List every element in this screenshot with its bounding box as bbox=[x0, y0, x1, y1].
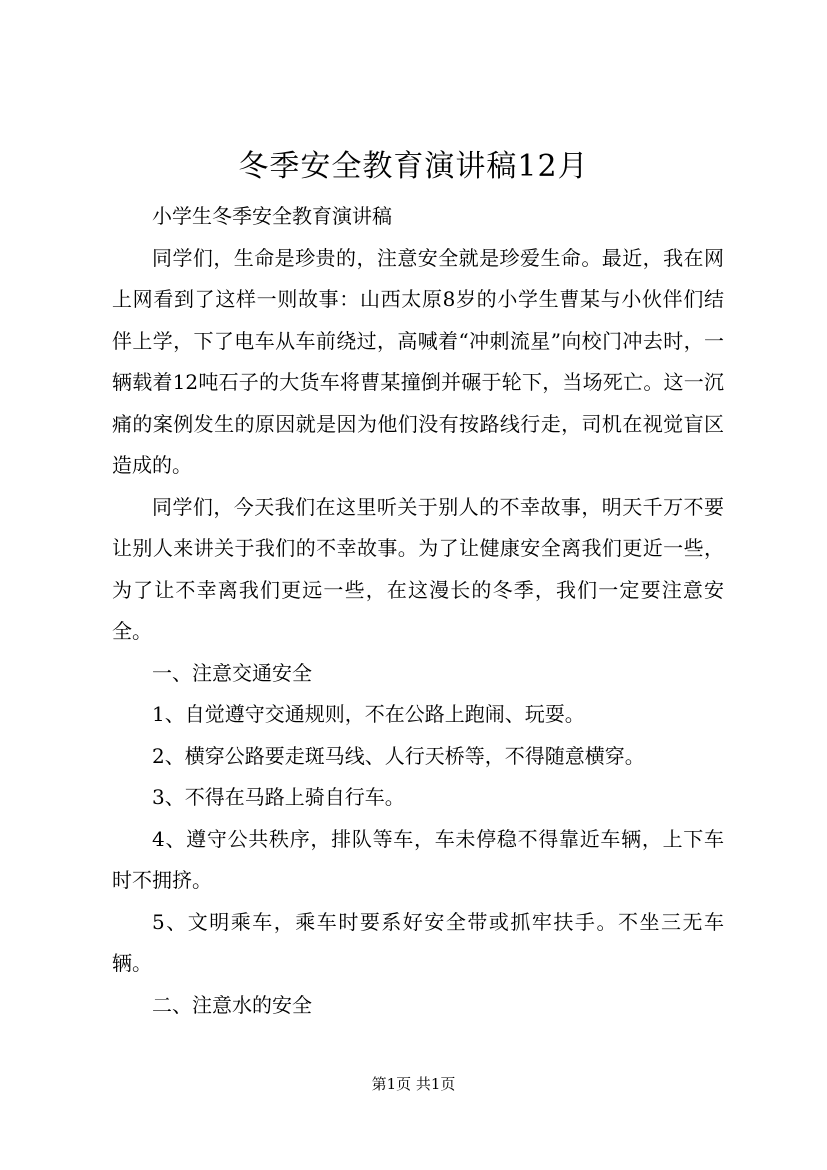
page-footer: 第1页 共1页 bbox=[371, 1075, 456, 1093]
list-item: 4、遵守公共秩序，排队等车，车未停稳不得靠近车辆，上下车时不拥挤。 bbox=[112, 826, 724, 892]
section-heading: 二、注意水的安全 bbox=[152, 992, 312, 1017]
list-item: 5、文明乘车，乘车时要系好安全带或抓牢扶手。不坐三无车辆。 bbox=[112, 909, 724, 975]
section-heading: 一、注意交通安全 bbox=[152, 660, 312, 685]
body-paragraph: 同学们，生命是珍贵的，注意安全就是珍爱生命。最近，我在网上网看到了这样一则故事：山西太原8岁的小学生曹某与小伙伴们结伴上学，下了电车从车前绕过，高喊着“冲刺流星”向校门冲去时，一辆载着12吨石子的大货车将曹某撞倒并碾于轮下，当场死亡。这一沉痛的案例发生的原因就是因为他们没有按路线行走，司机在视觉盲区造成的。 bbox=[112, 245, 724, 477]
list-item: 2、横穿公路要走斑马线、人行天桥等，不得随意横穿。 bbox=[152, 743, 645, 768]
list-item: 1、自觉遵守交通规则，不在公路上跑闹、玩耍。 bbox=[152, 702, 585, 726]
list-item: 3、不得在马路上骑自行车。 bbox=[152, 785, 405, 809]
body-paragraph: 同学们，今天我们在这里听关于别人的不幸故事，明天千万不要让别人来讲关于我们的不幸故事。为了让健康安全离我们更近一些，为了让不幸离我们更远一些，在这漫长的冬季，我们一定要注意安全。 bbox=[112, 494, 724, 643]
subtitle-paragraph: 小学生冬季安全教育演讲稿 bbox=[152, 204, 392, 228]
document-title: 冬季安全教育演讲稿12月 bbox=[238, 149, 589, 184]
document-body bbox=[112, 196, 724, 1026]
